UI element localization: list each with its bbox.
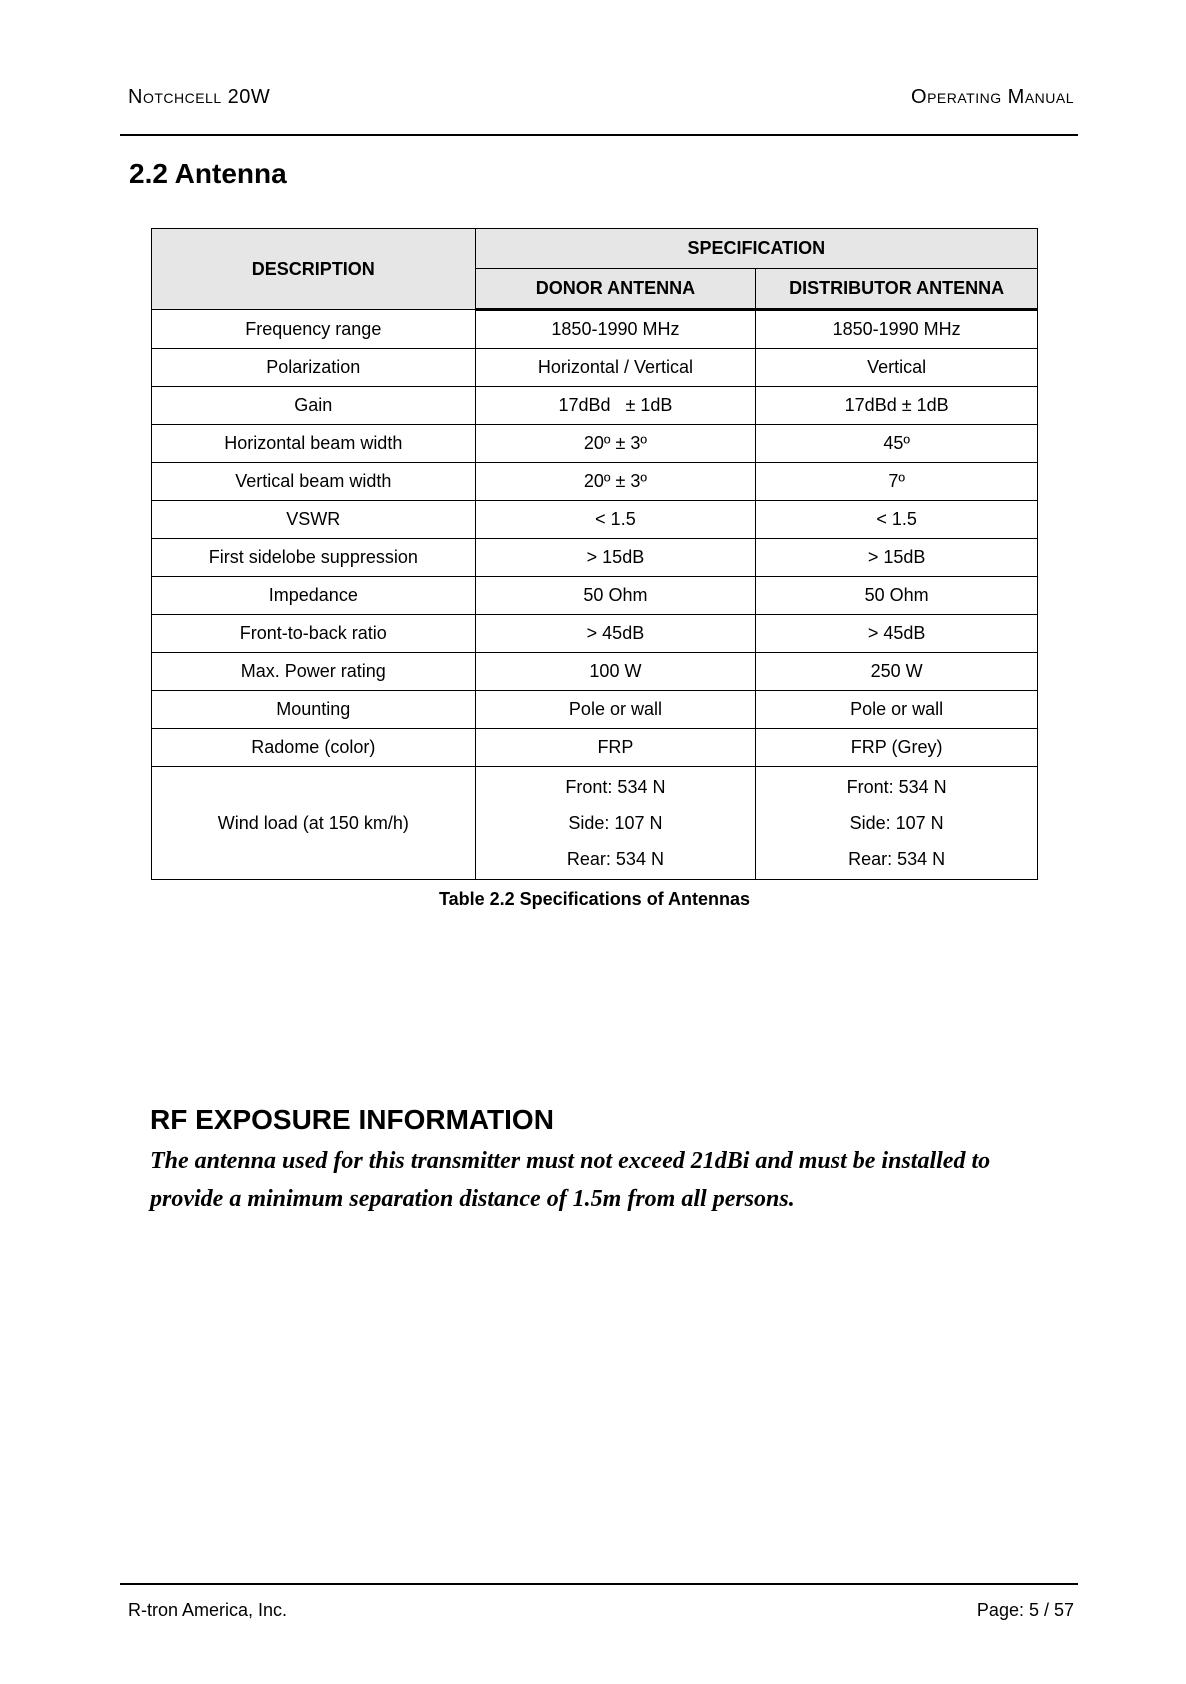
row-distributor-value: > 45dB xyxy=(756,615,1038,653)
table-row xyxy=(152,729,1038,767)
row-donor-value: > 15dB xyxy=(475,539,756,577)
row-donor-value: 17dBd ± 1dB xyxy=(475,387,756,425)
header-description: DESCRIPTION xyxy=(152,229,476,310)
wind-load-distributor-values xyxy=(756,767,1038,880)
section-title: 2.2 Antenna xyxy=(129,158,287,189)
table-row xyxy=(152,425,1038,463)
row-donor-value: < 1.5 xyxy=(475,501,756,539)
table-row xyxy=(152,310,1038,349)
row-distributor-value: 45º xyxy=(756,425,1038,463)
table-row-wind-load xyxy=(152,767,1038,880)
header-document-title: Notchcell 20W xyxy=(128,86,271,108)
row-description: Mounting xyxy=(152,691,476,729)
rf-exposure-title: RF EXPOSURE INFORMATION xyxy=(150,1104,554,1135)
page-header xyxy=(128,86,1074,109)
table-row xyxy=(152,653,1038,691)
row-description: VSWR xyxy=(152,501,476,539)
page-footer xyxy=(128,1600,1074,1621)
row-description: Vertical beam width xyxy=(152,463,476,501)
row-donor-value: 1850-1990 MHz xyxy=(475,310,756,349)
row-distributor-value: > 15dB xyxy=(756,539,1038,577)
row-donor-value: Pole or wall xyxy=(475,691,756,729)
header-specification: SPECIFICATION xyxy=(475,229,1037,269)
table-caption: Table 2.2 Specifications of Antennas xyxy=(438,889,751,909)
header-donor-antenna: DONOR ANTENNA xyxy=(475,269,756,310)
row-donor-value: 20º ± 3º xyxy=(475,425,756,463)
row-distributor-value: 1850-1990 MHz xyxy=(756,310,1038,349)
table-row xyxy=(152,463,1038,501)
row-description: Front-to-back ratio xyxy=(152,615,476,653)
header-distributor-antenna: DISTRIBUTOR ANTENNA xyxy=(756,269,1038,310)
row-description: Gain xyxy=(152,387,476,425)
wind-load-donor-side: Side: 107 N xyxy=(568,813,663,833)
table-row xyxy=(152,501,1038,539)
table-row xyxy=(152,691,1038,729)
row-donor-value: 50 Ohm xyxy=(475,577,756,615)
row-distributor-value: < 1.5 xyxy=(756,501,1038,539)
row-donor-value: FRP xyxy=(475,729,756,767)
row-distributor-value: 50 Ohm xyxy=(756,577,1038,615)
row-distributor-value: 250 W xyxy=(756,653,1038,691)
table-row xyxy=(152,349,1038,387)
rf-exposure-text: The antenna used for this transmitter must not exceed 21dBi and must be installed to provide a minimum separation distance of 1.5m from all persons. xyxy=(150,1148,991,1212)
row-donor-value: Horizontal / Vertical xyxy=(475,349,756,387)
footer-divider xyxy=(120,1583,1078,1585)
row-description: Frequency range xyxy=(152,310,476,349)
wind-load-distributor-rear: Rear: 534 N xyxy=(848,849,946,869)
wind-load-distributor-front: Front: 534 N xyxy=(846,777,947,797)
wind-load-donor-values xyxy=(475,767,756,880)
table-row xyxy=(152,577,1038,615)
row-distributor-value: 17dBd ± 1dB xyxy=(756,387,1038,425)
wind-load-distributor-side: Side: 107 N xyxy=(849,813,944,833)
antenna-spec-table xyxy=(151,228,1038,880)
row-description: Radome (color) xyxy=(152,729,476,767)
table-row xyxy=(152,387,1038,425)
wind-load-donor-rear: Rear: 534 N xyxy=(566,849,664,869)
row-donor-value: > 45dB xyxy=(475,615,756,653)
row-distributor-value: 7º xyxy=(756,463,1038,501)
table-row xyxy=(152,615,1038,653)
row-distributor-value: Vertical xyxy=(756,349,1038,387)
header-manual-label: Operating Manual xyxy=(911,86,1074,108)
row-donor-value: 100 W xyxy=(475,653,756,691)
row-donor-value: 20º ± 3º xyxy=(475,463,756,501)
wind-load-donor-front: Front: 534 N xyxy=(565,777,666,797)
row-description: Horizontal beam width xyxy=(152,425,476,463)
row-distributor-value: FRP (Grey) xyxy=(756,729,1038,767)
footer-page-number: Page: 5 / 57 xyxy=(976,1600,1074,1620)
table-row xyxy=(152,539,1038,577)
wind-load-description: Wind load (at 150 km/h) xyxy=(152,767,476,880)
row-distributor-value: Pole or wall xyxy=(756,691,1038,729)
footer-company: R-tron America, Inc. xyxy=(128,1600,288,1620)
row-description: Max. Power rating xyxy=(152,653,476,691)
row-description: Polarization xyxy=(152,349,476,387)
row-description: Impedance xyxy=(152,577,476,615)
row-description: First sidelobe suppression xyxy=(152,539,476,577)
header-divider xyxy=(120,134,1078,136)
